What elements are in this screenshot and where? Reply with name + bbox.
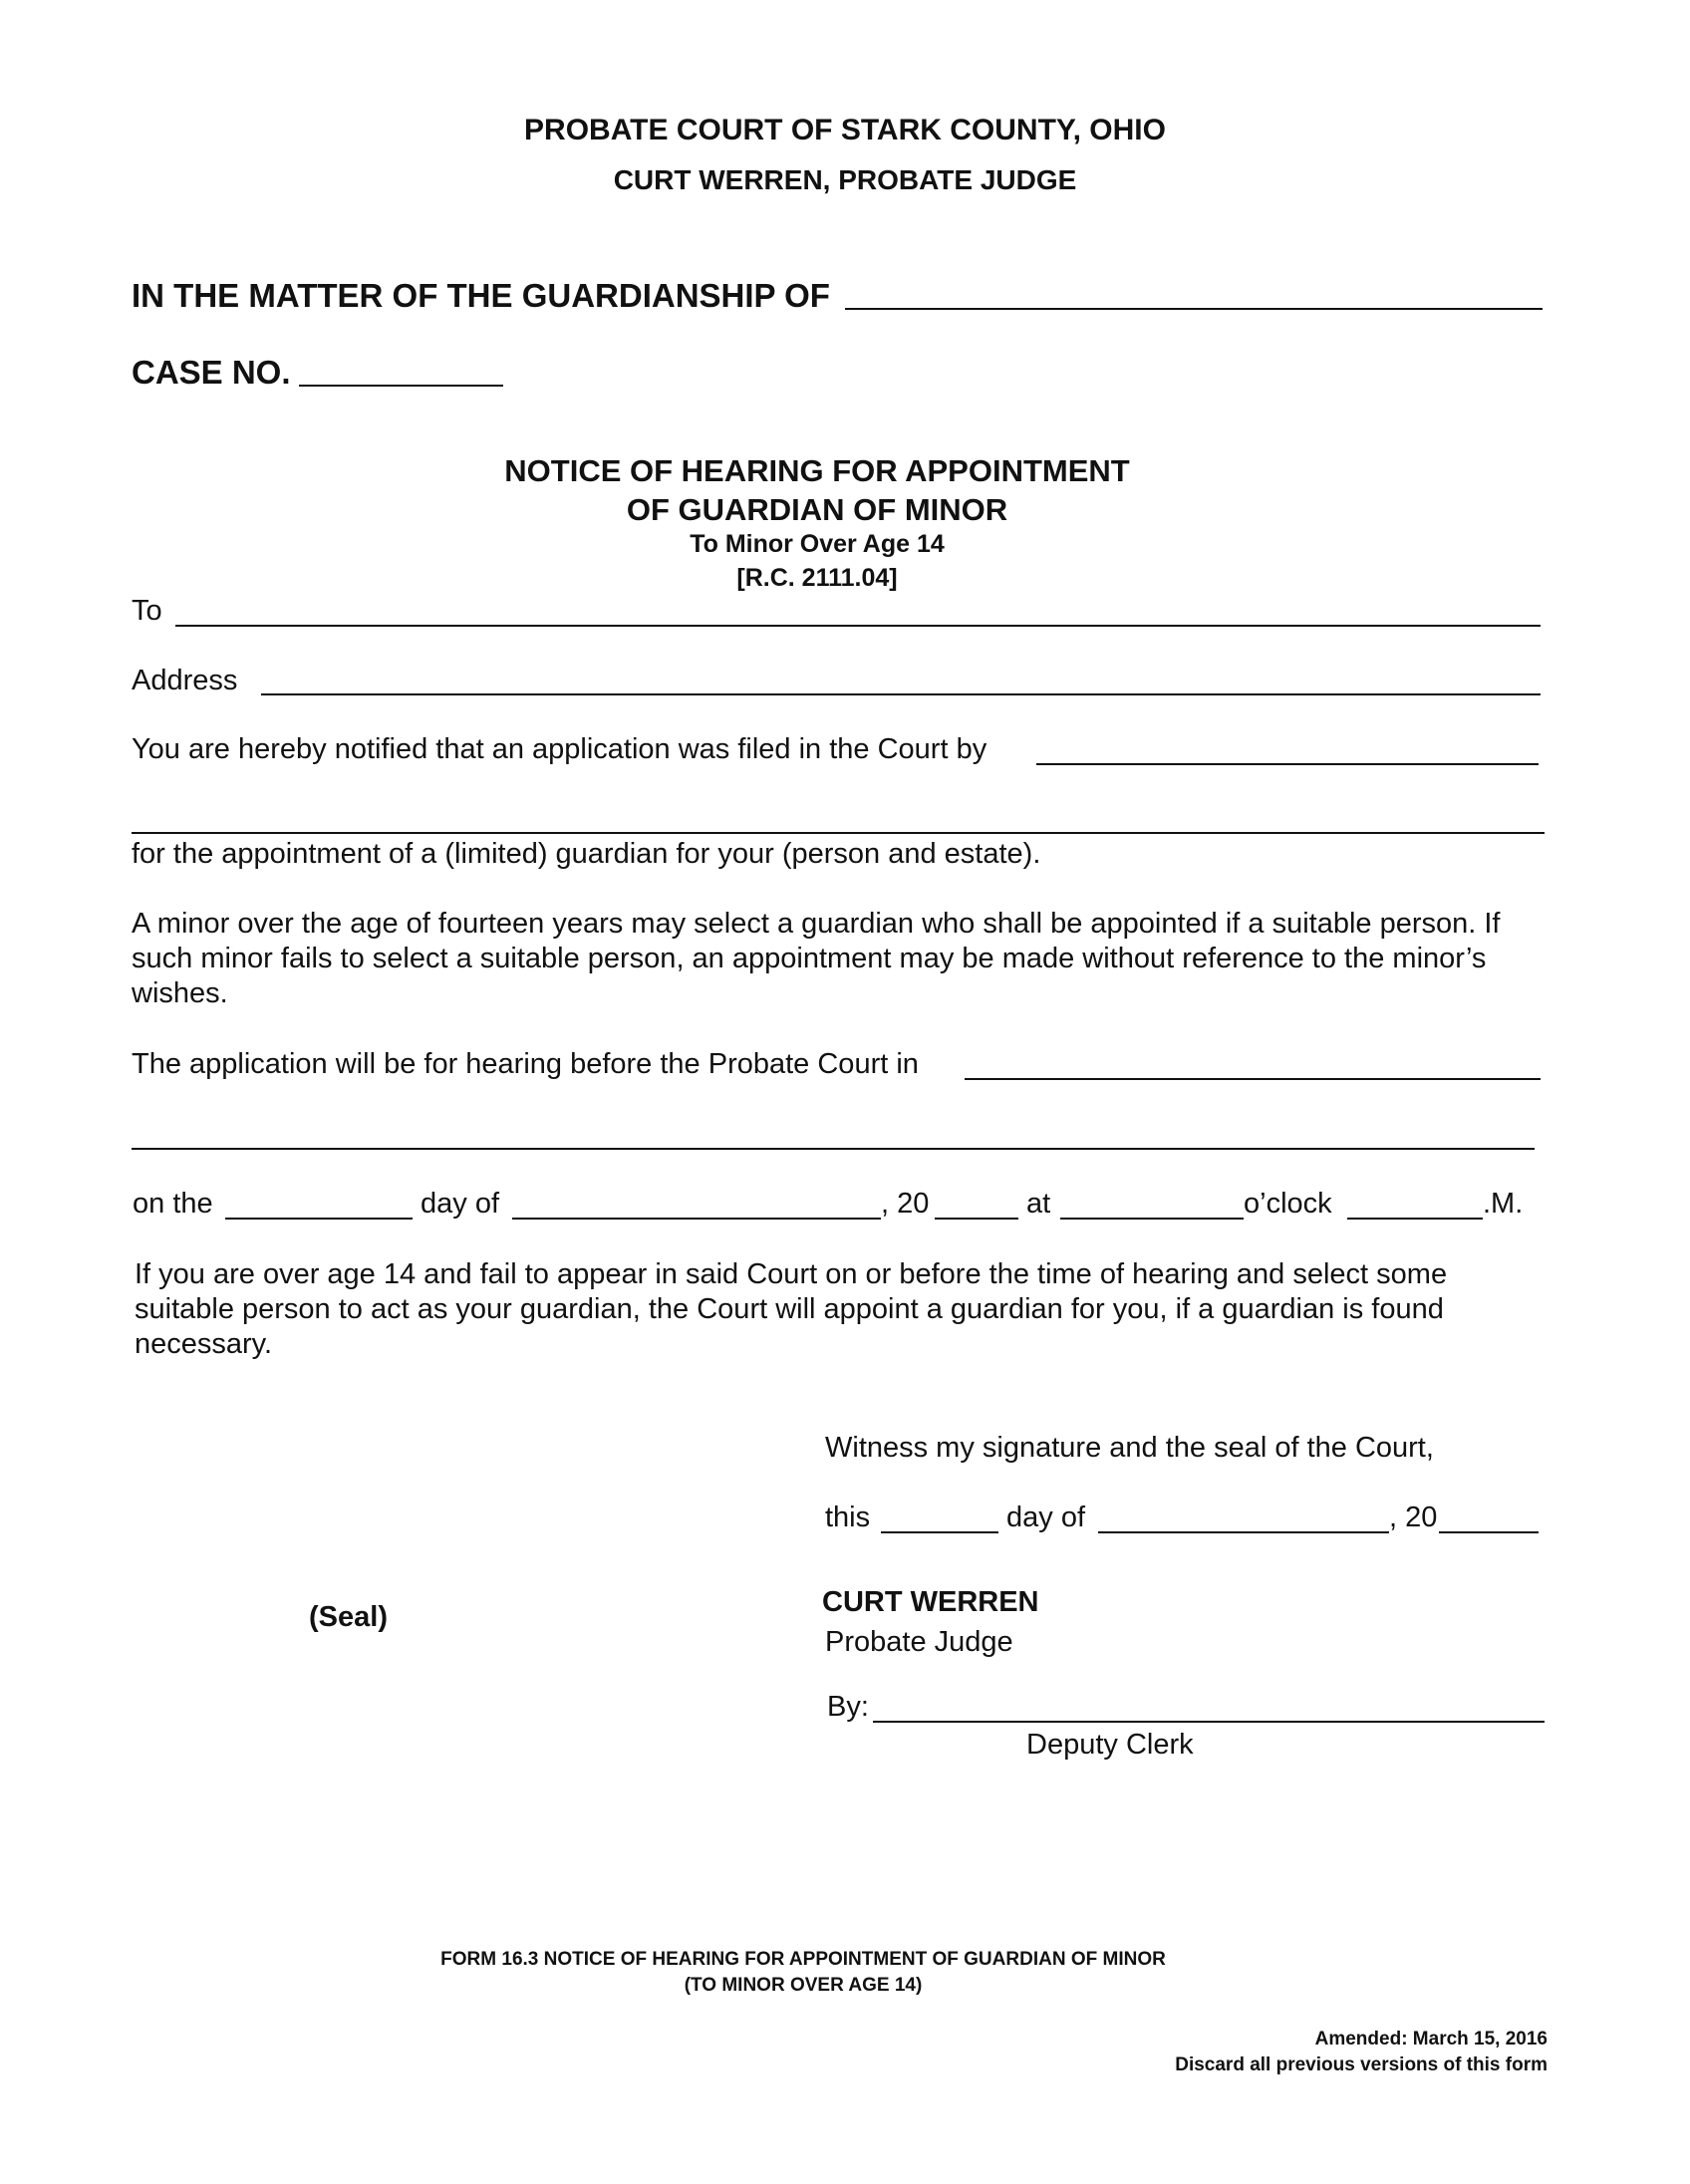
witness-day-of-label: day of <box>1006 1502 1085 1533</box>
statute-reference: [R.C. 2111.04] <box>736 564 898 592</box>
witness-year-field[interactable] <box>1439 1531 1539 1533</box>
case-number-label: CASE NO. <box>132 354 291 391</box>
amended-date: Amended: March 15, 2016 <box>1314 2029 1548 2049</box>
form-subtitle: To Minor Over Age 14 <box>690 530 945 558</box>
witness-text: Witness my signature and the seal of the Court, <box>825 1432 1434 1464</box>
minor-selection-paragraph: A minor over the age of fourteen years may select a guardian who shall be appointed if a suitable person. If such minor fails to select a suitable person, an appointment may be made without reference to the minor’s wishes. <box>132 908 1501 1009</box>
by-label: By: <box>827 1691 869 1723</box>
oclock-label: o’clock <box>1244 1188 1332 1220</box>
hearing-day-field[interactable] <box>225 1218 413 1220</box>
form-id-line2: (TO MINOR OVER AGE 14) <box>684 1975 923 1996</box>
court-name: PROBATE COURT OF STARK COUNTY, OHIO <box>524 114 1166 146</box>
failure-notice-paragraph: If you are over age 14 and fail to appear in said Court on or before the time of hearing and select some suitable person to act as your guardian, the Court will appoint a guardian for you, if a guardian is found necessary. <box>135 1258 1448 1360</box>
to-label: To <box>132 595 162 627</box>
address-field[interactable] <box>261 693 1541 695</box>
meridiem-field[interactable] <box>1347 1218 1483 1220</box>
form-id-line1: FORM 16.3 NOTICE OF HEARING FOR APPOINTMENT OF GUARDIAN OF MINOR <box>440 1949 1166 1970</box>
witness-year-prefix: , 20 <box>1389 1502 1438 1533</box>
year-prefix-label: , 20 <box>881 1188 930 1220</box>
hearing-month-field[interactable] <box>512 1218 881 1220</box>
deputy-clerk-label: Deputy Clerk <box>1026 1729 1194 1761</box>
address-label: Address <box>132 665 238 696</box>
form-title-line1: NOTICE OF HEARING FOR APPOINTMENT <box>504 453 1130 488</box>
day-of-label: day of <box>421 1188 499 1220</box>
seal-label: (Seal) <box>309 1601 388 1633</box>
hearing-intro-text: The application will be for hearing before the Probate Court in <box>132 1048 919 1080</box>
matter-label: IN THE MATTER OF THE GUARDIANSHIP OF <box>132 277 830 314</box>
applicant-field-continued[interactable] <box>132 832 1545 834</box>
notified-text: You are hereby notified that an application was filed in the Court by <box>132 733 987 765</box>
case-number-field[interactable] <box>299 385 503 387</box>
hearing-hour-field[interactable] <box>1060 1218 1244 1220</box>
at-label: at <box>1026 1188 1051 1220</box>
guardianship-name-field[interactable] <box>845 308 1543 310</box>
witness-day-field[interactable] <box>881 1531 998 1533</box>
on-the-label: on the <box>133 1188 213 1220</box>
discard-notice: Discard all previous versions of this form <box>1175 2054 1548 2075</box>
witness-month-field[interactable] <box>1098 1531 1389 1533</box>
judge-name: CURT WERREN, PROBATE JUDGE <box>613 164 1077 195</box>
hearing-location-field-continued[interactable] <box>132 1148 1535 1150</box>
applicant-field[interactable] <box>1036 763 1539 765</box>
deputy-clerk-signature-line[interactable] <box>873 1721 1545 1723</box>
hearing-location-field[interactable] <box>965 1078 1541 1080</box>
hearing-year-field[interactable] <box>935 1218 1018 1220</box>
judge-signature-title: Probate Judge <box>825 1626 1013 1658</box>
meridiem-suffix-label: .M. <box>1483 1188 1524 1220</box>
judge-signature-name: CURT WERREN <box>822 1586 1039 1618</box>
form-title-line2: OF GUARDIAN OF MINOR <box>626 492 1008 527</box>
recipient-field[interactable] <box>175 625 1541 627</box>
appointment-text: for the appointment of a (limited) guardian for your (person and estate). <box>132 838 1041 870</box>
witness-this-label: this <box>825 1502 871 1533</box>
